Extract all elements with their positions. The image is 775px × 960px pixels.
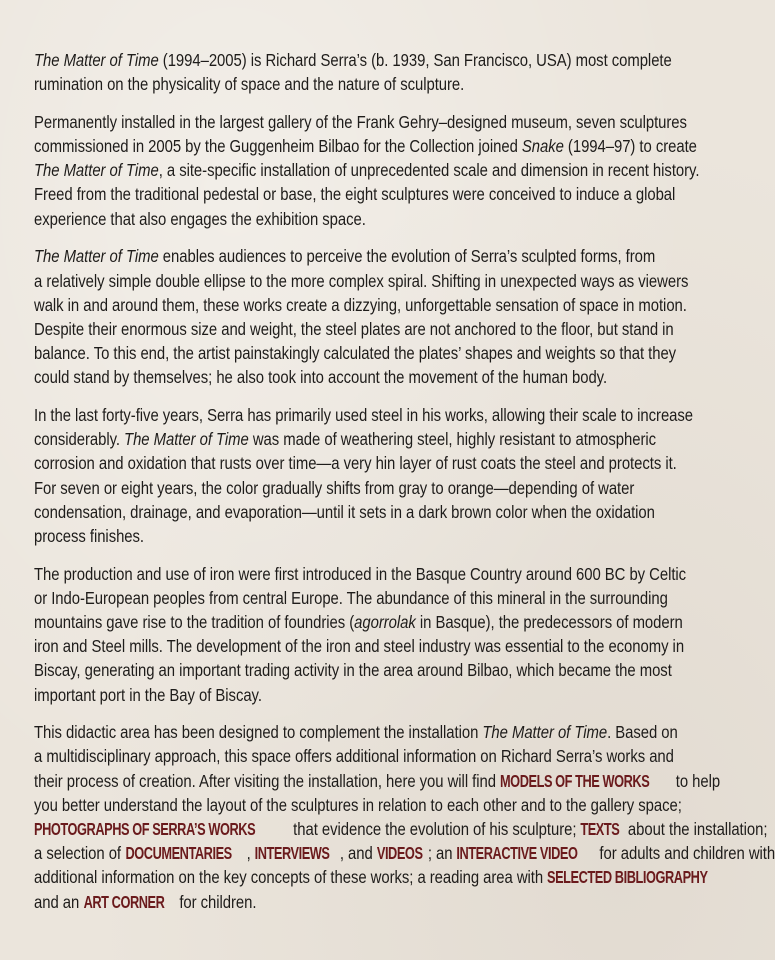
text-line — [34, 793, 682, 817]
italic-title: Snake — [521, 136, 564, 157]
text-line — [34, 720, 678, 744]
text-line — [34, 134, 697, 158]
paragraph — [34, 244, 734, 389]
text-segment: their process of creation. After visiting the installation, here you will find — [34, 770, 501, 791]
text-line — [34, 207, 633, 231]
text-line — [34, 317, 674, 341]
text-line — [34, 244, 656, 268]
text-line — [34, 890, 633, 914]
text-line — [34, 524, 633, 548]
text-segment: process finishes. — [34, 525, 145, 546]
text-line — [34, 841, 775, 865]
text-segment: additional information on the key concepts of these works; a reading area with — [34, 867, 548, 888]
text-segment: iron and Steel mills. The development of the iron and steel industry was essential to the economy in — [34, 636, 685, 657]
text-segment: mountains gave rise to the tradition of foundries ( — [34, 611, 355, 632]
text-segment: you better understand the layout of the sculptures in relation to each other and to the gallery space; — [34, 794, 682, 815]
text-line — [34, 817, 768, 841]
text-segment: (1994–2005) is Richard Serra’s (b. 1939, San Francisco, USA) most complete — [158, 50, 672, 70]
text-line — [34, 72, 633, 96]
text-segment: important port in the Bay of Biscay. — [34, 684, 262, 705]
text-segment: corrosion and oxidation that rusts over time—a very hin layer of rust coats the steel and protects it. — [34, 453, 677, 474]
text-line — [34, 683, 633, 707]
text-segment: in Basque), the predecessors of modern — [415, 611, 683, 632]
text-line — [34, 341, 677, 365]
italic-title: The Matter of Time — [34, 50, 159, 70]
paragraph — [34, 720, 775, 914]
highlighted-term: PHOTOGRAPHS OF SERRA’S WORKS — [34, 818, 256, 839]
text-segment: enables audiences to perceive the evolution of Serra’s sculpted forms, from — [158, 246, 656, 267]
paragraph — [34, 403, 734, 548]
paragraph — [34, 562, 734, 707]
highlighted-term: INTERVIEWS — [254, 843, 330, 864]
text-segment: a selection of — [34, 843, 126, 864]
highlighted-term: ART CORNER — [83, 891, 165, 912]
text-segment: walk in and around them, these works create a dizzying, unforgettable sensation of space in motion. — [34, 294, 687, 315]
highlighted-term: INTERACTIVE VIDEO — [456, 843, 578, 864]
text-line — [34, 269, 689, 293]
text-segment: Permanently installed in the largest gallery of the Frank Gehry–designed museum, seven sculptures — [34, 111, 687, 132]
text-segment: or Indo-European peoples from central Europe. The abundance of this mineral in the surrounding — [34, 587, 668, 608]
text-segment: commissioned in 2005 by the Guggenheim Bilbao for the Collection joined — [34, 136, 522, 157]
text-line — [34, 865, 708, 889]
text-segment: For seven or eight years, the color gradually shifts from gray to orange—depending of water — [34, 477, 635, 498]
text-segment: The production and use of iron were first introduced in the Basque Country around 600 BC by Celtic — [34, 563, 687, 584]
text-line — [34, 634, 685, 658]
text-segment: a relatively simple double ellipse to the more complex spiral. Shifting in unexpected ways as viewers — [34, 270, 689, 291]
text-segment: for children. — [175, 891, 257, 912]
paragraph — [34, 48, 734, 96]
text-line — [34, 500, 655, 524]
text-segment: could stand by themselves; he also took into account the movement of the human body. — [34, 367, 608, 388]
highlighted-term: VIDEOS — [376, 843, 423, 864]
text-line — [34, 476, 633, 500]
text-segment: that evidence the evolution of his sculpture; — [289, 818, 581, 839]
text-segment: to help — [671, 770, 721, 791]
text-line — [34, 769, 721, 793]
text-segment: was made of weathering steel, highly resistant to atmospheric — [248, 429, 657, 450]
text-segment: , and — [339, 843, 377, 864]
text-segment: (1994–97) to create — [563, 136, 697, 157]
italic-title: The Matter of Time — [34, 246, 159, 267]
text-line — [34, 658, 672, 682]
text-line — [34, 293, 687, 317]
text-segment: rumination on the physicality of space and the nature of sculpture. — [34, 74, 465, 95]
italic-title: The Matter of Time — [482, 722, 608, 743]
text-line — [34, 48, 672, 72]
highlighted-term: TEXTS — [580, 818, 620, 839]
text-segment: , — [246, 843, 255, 864]
text-segment: condensation, drainage, and evaporation—until it sets in a dark brown color when the oxidation — [34, 501, 655, 522]
text-line — [34, 451, 677, 475]
italic-title: agorrolak — [354, 611, 416, 632]
highlighted-term: SELECTED BIBLIOGRAPHY — [547, 867, 708, 888]
text-segment: about the installation; — [623, 818, 768, 839]
text-segment: for adults and children with — [595, 843, 775, 864]
text-line — [34, 158, 700, 182]
text-line — [34, 744, 674, 768]
text-segment: and an — [34, 891, 84, 912]
text-segment: balance. To this end, the artist painstakingly calculated the plates’ shapes and weights so that they — [34, 343, 677, 364]
highlighted-term: DOCUMENTARIES — [125, 843, 232, 864]
text-line — [34, 610, 683, 634]
text-line — [34, 182, 676, 206]
text-line — [34, 365, 633, 389]
text-line — [34, 562, 687, 586]
text-segment: considerably. — [34, 429, 125, 450]
text-line — [34, 110, 687, 134]
text-line — [34, 403, 694, 427]
highlighted-term: MODELS OF THE WORKS — [500, 770, 650, 791]
text-segment: , a site-specific installation of unprecedented scale and dimension in recent history. — [158, 160, 700, 181]
text-panel — [34, 48, 775, 927]
text-segment: a multidisciplinary approach, this space offers additional information on Richard Serra’s works and — [34, 746, 674, 767]
text-segment: This didactic area has been designed to complement the installation — [34, 722, 483, 743]
italic-title: The Matter of Time — [34, 160, 159, 181]
paragraph — [34, 110, 734, 231]
text-segment: In the last forty-five years, Serra has primarily used steel in his works, allowing their scale to increase — [34, 404, 694, 425]
italic-title: The Matter of Time — [124, 429, 249, 450]
text-segment: Biscay, generating an important trading activity in the area around Bilbao, which became the most — [34, 660, 672, 681]
text-segment: Freed from the traditional pedestal or base, the eight sculptures were conceived to induce a global — [34, 184, 676, 205]
text-segment: ; an — [427, 843, 457, 864]
text-segment: experience that also engages the exhibition space. — [34, 208, 366, 229]
text-segment: . Based on — [607, 722, 678, 743]
text-segment: Despite their enormous size and weight, the steel plates are not anchored to the floor, but stand in — [34, 318, 674, 339]
text-line — [34, 586, 668, 610]
text-line — [34, 427, 657, 451]
